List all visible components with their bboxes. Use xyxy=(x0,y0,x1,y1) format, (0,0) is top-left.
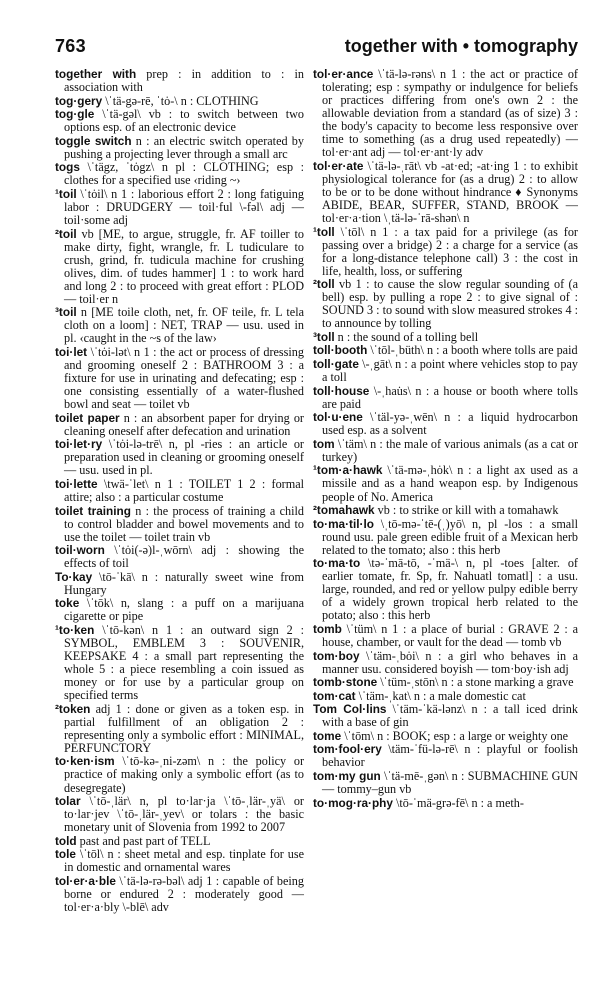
dictionary-entry xyxy=(55,438,304,477)
entry-definition: \ˈtȯil\ n 1 : laborious effort 2 : long fatiguing labor : DRUDGERY — toil·ful \-fəl\ adj — toil·some adj xyxy=(64,186,304,228)
entry-headword: to·ma·til·lo xyxy=(313,516,374,531)
entry-definition: \tō-ˈkā\ n : naturally sweet wine from Hungary xyxy=(64,569,304,597)
dictionary-entry xyxy=(55,835,304,848)
dictionary-entry xyxy=(313,464,578,503)
entry-definition: \ˈtō-kən\ n 1 : an outward sign 2 : SYMBOL, EMBLEM 3 : SOUVENIR, KEEPSAKE 4 : a small part representing the whole 5 : a piece resembling a coin issued as money or for use by a particular group on specified terms xyxy=(64,622,304,703)
entry-headword: tolar xyxy=(55,794,81,809)
entry-definition: \ˈtüm-ˌstōn\ n : a stone marking a grave xyxy=(377,675,574,690)
dictionary-entry xyxy=(313,358,578,384)
entry-definition: \ˈtä-lə-rə-bəl\ adj 1 : capable of being borne or endured 2 : moderately good — tol·er·a·bly \-blē\ adv xyxy=(64,873,304,914)
entry-definition: \twä-ˈlet\ n 1 : TOILET 1 2 : formal attire; also : a particular costume xyxy=(64,476,304,504)
dictionary-entry xyxy=(55,544,304,570)
entry-headword: ²toll xyxy=(313,277,335,292)
entry-headword: toggle switch xyxy=(55,133,132,148)
entry-headword: tog·gle xyxy=(55,107,95,122)
entry-headword: ³toil xyxy=(55,305,77,320)
entry-headword: ²toil xyxy=(55,226,77,241)
entry-headword: tom·cat xyxy=(313,688,356,703)
entry-definition: \ˈtōl-ˌbüth\ n : a booth where tolls are paid xyxy=(367,343,578,358)
entry-headword: tog·gery xyxy=(55,93,103,108)
dictionary-entry xyxy=(313,730,578,743)
entry-headword: tom·boy xyxy=(313,648,360,663)
entry-headword: tol·er·ate xyxy=(313,158,364,173)
dictionary-entry xyxy=(313,690,578,703)
page-header xyxy=(55,36,578,66)
entry-definition: n : the process of training a child to control bladder and bowel movements and to use the toilet — toilet train vb xyxy=(64,503,304,544)
dictionary-entry xyxy=(313,797,578,810)
entry-headword: toll·house xyxy=(313,383,370,398)
dictionary-entry xyxy=(313,68,578,159)
entry-headword: togs xyxy=(55,160,80,175)
dictionary-entry xyxy=(313,676,578,689)
entry-headword: tom·fool·ery xyxy=(313,742,382,757)
entry-definition: \ˈtäm\ n : the male of various animals (as a cat or turkey) xyxy=(322,436,578,464)
entry-headword: toi·let·ry xyxy=(55,437,103,452)
dictionary-entry xyxy=(55,228,304,306)
dictionary-entry xyxy=(55,755,304,794)
dictionary-entry xyxy=(55,412,304,438)
entry-headword: toil·worn xyxy=(55,543,105,558)
entry-headword: ¹toll xyxy=(313,224,335,239)
dictionary-entry xyxy=(313,703,578,729)
entry-definition: \ˈtä-gə-rē, ˈtȯ-\ n : CLOTHING xyxy=(102,93,259,108)
dictionary-entry xyxy=(313,650,578,676)
entry-headword: tol·u·ene xyxy=(313,410,363,425)
entry-definition: \ˈtōm\ n : BOOK; esp : a large or weighty one xyxy=(341,728,569,743)
entry-definition: \ˈtȯi-lə-trē\ n, pl -ries : an article or preparation used in cleaning or grooming oneself — usu. used in pl. xyxy=(64,437,304,478)
entry-definition: \ˈtōl\ n : sheet metal and esp. tinplate for use in domestic and ornamental wares xyxy=(64,847,304,875)
dictionary-entry xyxy=(55,848,304,874)
entry-headword: tomb xyxy=(313,621,342,636)
entry-definition: vb [ME, to argue, struggle, fr. AF toiller to make dirty, fight, wrangle, fr. L tudiculare to crush, grind, fr. tudicula machine for crushing olives, dim. of tudes hammer] 1 : to work hard and long 2 : to proceed with great effort : PLOD — toil·er n xyxy=(64,226,304,306)
entry-definition: \ˈtä-lə-rəns\ n 1 : the act or practice of tolerating; esp : sympathy or indulgence for beliefs or practices differing from one's own 2 : the allowable deviation from a standard (as of size) 3 : the body's capacity to become less responsive over time to something (as a drug used repeatedly) — tol·er·ant adj — tol·er·ant·ly adv xyxy=(322,67,578,160)
dictionary-entry xyxy=(55,108,304,134)
entry-definition: \ˈtō-ˌlär\ n, pl to·lar·ja \ˈtō-ˌlär-ˌyä\ or to·lar·jev \ˈtō-ˌlär-ˌyev\ or tolars : the basic monetary unit of Slovenia from 1992 to 2007 xyxy=(64,794,304,835)
page-number: 763 xyxy=(55,36,86,56)
entry-headword: toilet training xyxy=(55,503,131,518)
dictionary-entry xyxy=(55,161,304,187)
entry-headword: To·kay xyxy=(55,569,93,584)
dictionary-entry xyxy=(55,795,304,834)
dictionary-entry xyxy=(55,346,304,411)
entry-definition: \ˌtō-mə-ˈtē-(ˌ)yō\ n, pl -los : a small round usu. pale green edible fruit of a Mexican herb related to the tomato; also : this herb xyxy=(322,516,578,557)
entry-definition: \täm-ˈfü-lə-rē\ n : playful or foolish behavior xyxy=(322,742,578,770)
entry-definition: \-ˌgāt\ n : a point where vehicles stop to pay a toll xyxy=(322,357,578,385)
entry-headword: told xyxy=(55,833,77,848)
dictionary-entry xyxy=(55,703,304,755)
entry-definition: \ˈtäm-ˌbȯi\ n : a girl who behaves in a manner usu. considered boyish — tom·boy·ish adj xyxy=(322,648,578,676)
dictionary-entry xyxy=(55,135,304,161)
entry-definition: \ˈtä-lə-ˌrāt\ vb -at·ed; -at·ing 1 : to exhibit physiological tolerance for (as a drug) 2 : to allow to be or to be done without hindrance ♦ Synonyms ABIDE, BEAR, SUFFER, STAND, BROOK — tol·er·a·tion \ˌtä-lə-ˈrā-shən\ n xyxy=(322,158,578,226)
entry-headword: ³toll xyxy=(313,329,335,344)
entry-headword: toi·let xyxy=(55,344,88,359)
dictionary-entry xyxy=(55,875,304,914)
entry-definition: vb : to strike or kill with a tomahawk xyxy=(374,503,559,518)
entry-definition: \ˈtō-kə-ˌni-zəm\ n : the policy or practice of making only a symbolic effort (as to desegregate) xyxy=(64,754,304,795)
entry-headword: to·mog·ra·phy xyxy=(313,795,393,810)
dictionary-entry xyxy=(313,160,578,225)
entry-headword: toll·booth xyxy=(313,343,368,358)
entry-headword: ²token xyxy=(55,701,91,716)
entry-definition: \-ˌhau̇s\ n : a house or booth where tolls are paid xyxy=(322,383,578,411)
entry-headword: to·ma·to xyxy=(313,556,361,571)
dictionary-entry xyxy=(313,438,578,464)
dictionary-entry xyxy=(55,95,304,108)
dictionary-entry xyxy=(313,411,578,437)
entry-definition: prep : in addition to : in association with xyxy=(64,67,304,95)
entry-headword: tom xyxy=(313,436,335,451)
entry-headword: tol·er·ance xyxy=(313,67,374,81)
entry-definition: \ˈtüm\ n 1 : a place of burial : GRAVE 2 : a house, chamber, or vault for the dead — tomb vb xyxy=(322,621,578,650)
entry-headword: tole xyxy=(55,847,76,862)
entry-headword: together with xyxy=(55,67,137,81)
right-column xyxy=(313,68,578,915)
dictionary-entry xyxy=(313,504,578,517)
entry-headword: toilet paper xyxy=(55,410,120,425)
entry-definition: n [ME toile cloth, net, fr. OF teile, fr. L tela cloth on a loom] : NET, TRAP — usu. used in pl. ‹caught in the ~s of the law› xyxy=(64,305,304,346)
dictionary-entry xyxy=(313,278,578,330)
dictionary-entry xyxy=(55,68,304,94)
dictionary-entry xyxy=(55,571,304,597)
entry-headword: tom·my gun xyxy=(313,768,381,783)
entry-definition: \ˈtä-mə-ˌhȯk\ n : a light ax used as a missile and as a hand weapon esp. by Indigenous people of No. America xyxy=(322,463,578,504)
entry-headword: toke xyxy=(55,596,80,611)
dictionary-entry xyxy=(313,623,578,649)
dictionary-entry xyxy=(313,770,578,796)
dictionary-entry xyxy=(55,505,304,544)
entry-headword: toll·gate xyxy=(313,357,359,372)
entry-definition: \ˈtōl\ n 1 : a tax paid for a privilege (as for passing over a bridge) 2 : a charge for a service (as for a long-distance telephone call) 3 : the cost in life, health, loss, or suffering xyxy=(322,224,578,278)
entry-definition: \ˈtä-gəl\ vb : to switch between two options esp. of an electronic device xyxy=(64,107,304,135)
entry-definition: n : an absorbent paper for drying or cleaning oneself after defecation and urination xyxy=(64,410,304,438)
dictionary-entry xyxy=(313,518,578,557)
entry-definition: \ˈtä-mē-ˌgən\ n : SUBMACHINE GUN — tommy–gun vb xyxy=(322,768,578,797)
dictionary-entry xyxy=(313,743,578,769)
entry-definition: \ˈtäl-yə-ˌwēn\ n : a liquid hydrocarbon used esp. as a solvent xyxy=(322,410,578,438)
left-column xyxy=(55,68,304,915)
guide-words: together with • tomography xyxy=(344,36,578,56)
entry-headword: tol·er·a·ble xyxy=(55,873,116,888)
entry-definition: \ˈtägz, ˈtȯgz\ n pl : CLOTHING; esp : clothes for a specified use ‹riding ~› xyxy=(64,160,304,188)
entry-definition: adj 1 : done or given as a token esp. in partial fulfillment of an obligation 2 : representing only a symbolic effort : MINIMAL, PERFUNCTORY xyxy=(64,701,304,755)
entry-headword: ¹toil xyxy=(55,186,77,201)
dictionary-entry xyxy=(55,597,304,623)
entry-definition: \ˈtäm-ˈkä-lənz\ n : a tall iced drink with a base of gin xyxy=(322,702,578,730)
dictionary-entry xyxy=(313,344,578,357)
entry-headword: to·ken·ism xyxy=(55,754,115,769)
entry-definition: \ˈtȯi-lət\ n 1 : the act or process of dressing and grooming oneself 2 : BATHROOM 3 : a fixture for use in urinating and defecating; esp : one consisting essentially of a water-flushed bowl and seat — toilet vb xyxy=(64,344,304,412)
entry-definition: \tə-ˈmā-tō, -ˈmä-\ n, pl -toes [alter. of earlier tomate, fr. Sp, fr. Nahuatl tomatl] : a usu. large, rounded, and red or yellow pulpy edible berry of a widely grown tropical herb related to the potato; also : this herb xyxy=(322,556,578,623)
dictionary-entry xyxy=(313,385,578,411)
entry-definition: n : the sound of a tolling bell xyxy=(334,329,479,344)
entry-headword: tomb·stone xyxy=(313,675,378,690)
dictionary-entry xyxy=(55,478,304,504)
entry-columns xyxy=(55,68,578,915)
entry-definition: \ˈtäm-ˌkat\ n : a male domestic cat xyxy=(355,688,526,703)
entry-headword: ¹tom·a·hawk xyxy=(313,463,383,478)
entry-definition: vb 1 : to cause the slow regular sounding of (a bell) esp. by pulling a rope 2 : to give signal of : SOUND 3 : to sound with slow measured strokes 4 : to announce by tolling xyxy=(322,277,578,331)
dictionary-entry xyxy=(55,624,304,702)
entry-headword: ¹to·ken xyxy=(55,622,95,637)
dictionary-entry xyxy=(313,226,578,278)
entry-headword: Tom Col·lins xyxy=(313,702,387,717)
dictionary-entry xyxy=(55,306,304,345)
entry-definition: n : an electric switch operated by pushing a projecting lever through a small arc xyxy=(64,133,304,161)
entry-definition: past and past part of TELL xyxy=(76,833,211,848)
dictionary-entry xyxy=(313,557,578,622)
entry-headword: tome xyxy=(313,728,342,743)
entry-definition: \ˈtȯi(-ə)l-ˌwōrn\ adj : showing the effects of toil xyxy=(64,543,304,571)
entry-definition: \tō-ˈmä-grə-fē\ n : a meth- xyxy=(392,795,524,810)
dictionary-entry xyxy=(313,331,578,344)
dictionary-entry xyxy=(55,188,304,227)
entry-headword: toi·lette xyxy=(55,476,98,491)
entry-definition: \ˈtōk\ n, slang : a puff on a marijuana cigarette or pipe xyxy=(64,596,304,624)
entry-headword: ²tomahawk xyxy=(313,503,375,518)
